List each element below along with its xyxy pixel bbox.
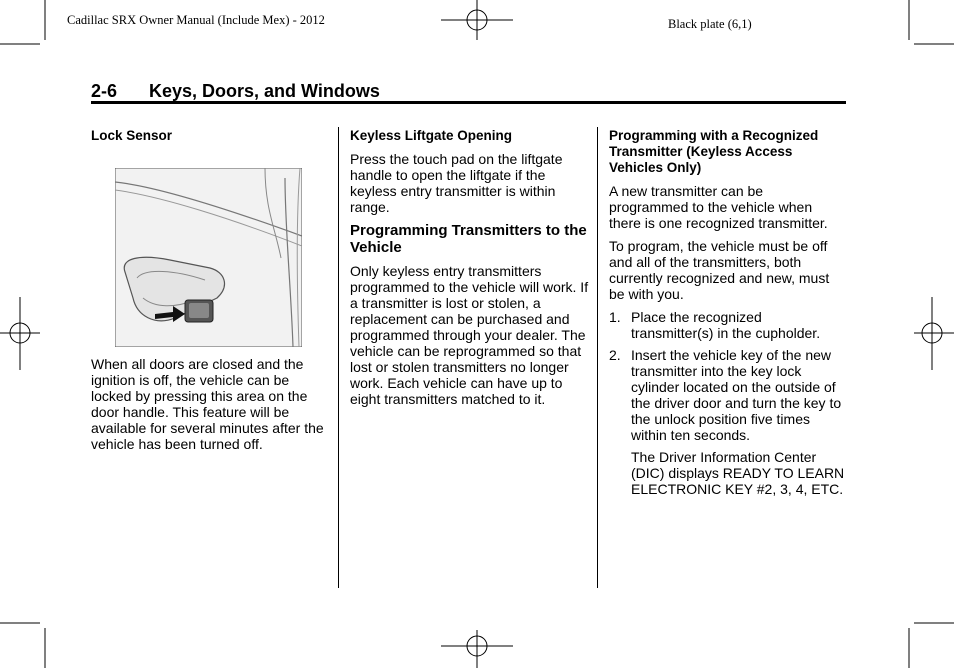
recognized-transmitter-paragraph-2: To program, the vehicle must be off and all of the transmitters, both currently recognized and new, must be with you.	[609, 238, 830, 302]
programming-steps	[609, 309, 845, 443]
list-item	[609, 309, 845, 341]
recognized-transmitter-paragraph-1: A new transmitter can be programmed to the vehicle when there is one recognized transmitter.	[609, 183, 828, 231]
programming-transmitters-heading: Programming Transmitters to the Vehicle	[350, 222, 587, 256]
recognized-transmitter-heading: Programming with a Recognized Transmitter (Keyless Access Vehicles Only)	[609, 128, 819, 175]
step-number: 1.	[609, 309, 621, 325]
column-divider	[597, 127, 598, 588]
heading-rule	[91, 101, 846, 104]
section-heading	[91, 81, 380, 102]
section-title: Keys, Doors, and Windows	[149, 81, 380, 101]
door-handle-illustration	[115, 168, 302, 347]
programming-transmitters-paragraph: Only keyless entry transmitters programmed to the vehicle will work. If a transmitter is lost or stolen, a replacement can be purchased and programmed through your dealer. The vehicle can be reprogrammed so that lost or stolen transmitters no longer work. Each vehicle can have up to eight transmitters matched to it.	[350, 263, 589, 407]
step-number: 2.	[609, 347, 621, 363]
section-number: 2-6	[91, 81, 118, 101]
dic-note: The Driver Information Center (DIC) displays READY TO LEARN ELECTRONIC KEY #2, 3, 4, ETC.	[631, 449, 845, 497]
print-header-left: Cadillac SRX Owner Manual (Include Mex) - 2012	[67, 13, 325, 27]
lock-sensor-paragraph: When all doors are closed and the ignition is off, the vehicle can be locked by pressing this area on the door handle. This feature will be available for several minutes after the vehicle has been turned off.	[91, 356, 324, 452]
step-text: Place the recognized transmitter(s) in the cupholder.	[631, 309, 821, 341]
column-1	[91, 128, 326, 151]
column-divider	[338, 127, 339, 588]
keyless-liftgate-paragraph: Press the touch pad on the liftgate handle to open the liftgate if the keyless entry transmitter is within range.	[350, 151, 563, 215]
keyless-liftgate-heading: Keyless Liftgate Opening	[350, 128, 513, 143]
column-2	[350, 128, 590, 414]
column-3	[609, 128, 845, 504]
list-item	[609, 347, 845, 443]
column-1-text	[91, 356, 326, 459]
step-text: Insert the vehicle key of the new transmitter into the key lock cylinder located on the outside of the driver door and turn the key to the unlock position five times within ten seconds.	[631, 347, 842, 443]
lock-sensor-heading: Lock Sensor	[91, 128, 173, 143]
print-header-right: Black plate (6,1)	[668, 17, 752, 31]
